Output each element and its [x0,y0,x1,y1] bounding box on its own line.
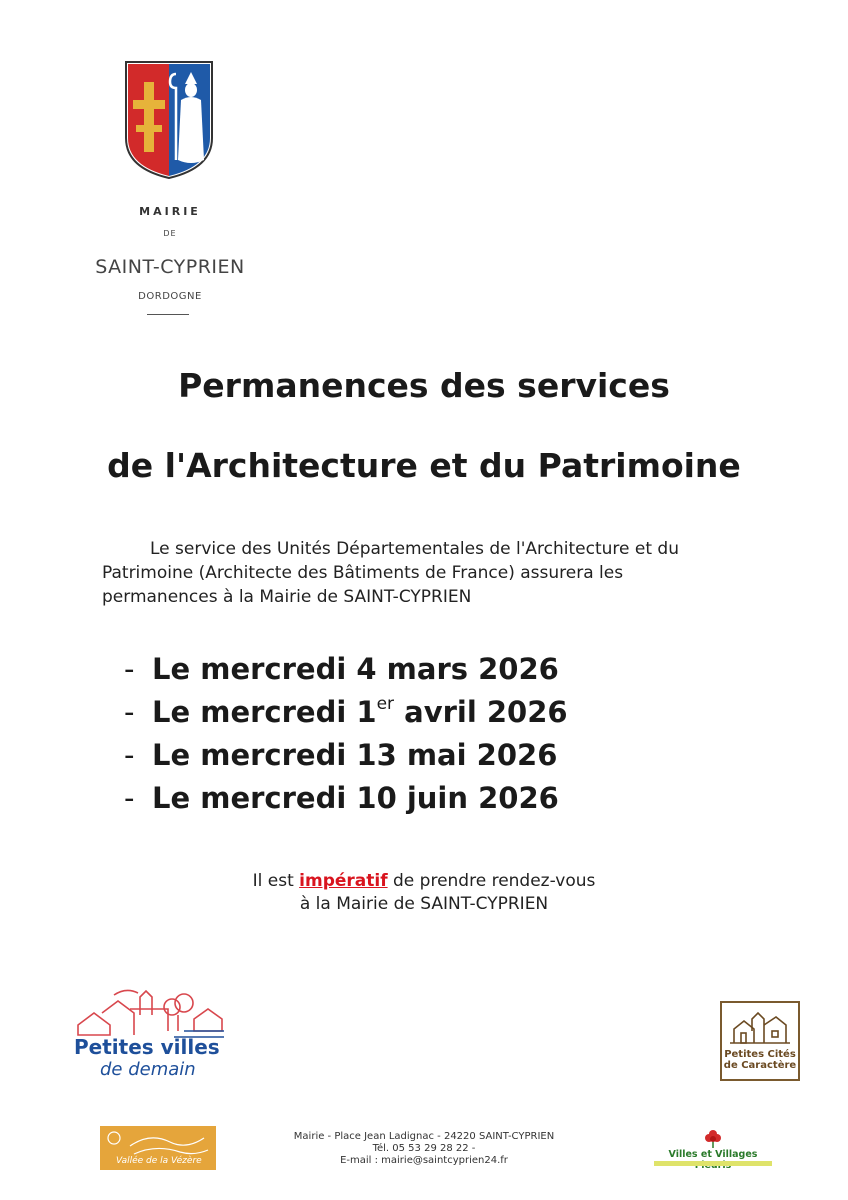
date-item [124,652,724,695]
village-icon [722,1003,798,1047]
dates-list [124,652,724,824]
vvf-banner-bar [654,1161,772,1166]
coat-of-arms-icon [124,60,214,180]
date-text: Le mercredi 4 mars 2026 [152,652,559,686]
mairie-label: MAIRIE [139,205,201,218]
date-item [124,738,724,781]
intro-paragraph [102,537,762,609]
list-dash: - [124,781,135,815]
pvd-subtitle: de demain [100,1059,196,1080]
footer-email: E-mail : mairie@saintcyprien24.fr [340,1155,508,1166]
header-divider [147,314,189,315]
date-item [124,781,724,824]
notice-line2: à la Mairie de SAINT-CYPRIEN [299,894,549,914]
department-name: DORDOGNE [138,291,202,302]
notice-before: Il est [252,871,300,891]
list-dash: - [124,738,135,772]
paragraph-line2: Patrimoine (Architecte des Bâtiments de France) assurera les [102,563,624,583]
de-label: DE [163,229,177,238]
pvd-title: Petites villes [74,1035,220,1059]
pcc-line1: Petites Cités [724,1049,796,1060]
footer-phone: Tél. 05 53 29 28 22 - [372,1143,476,1154]
flower-icon [703,1128,723,1148]
date-text: Le mercredi 1 [152,695,377,729]
date-superscript: er [376,694,395,714]
paragraph-line3: permanences à la Mairie de SAINT-CYPRIEN [102,587,472,607]
date-text: Le mercredi 10 juin 2026 [152,781,559,815]
date-item [124,695,724,738]
date-text-after: avril 2026 [394,695,568,729]
footer-address: Mairie - Place Jean Ladignac - 24220 SAINT-CYPRIEN [293,1131,555,1142]
town-name: SAINT-CYPRIEN [95,256,245,278]
pcc-text [720,1049,800,1071]
date-text: Le mercredi 13 mai 2026 [152,738,558,772]
appointment-notice [0,870,848,916]
notice-emphasis: impératif [299,871,388,891]
list-dash: - [124,695,135,729]
page-title-line1: Permanences des services [178,366,670,405]
list-dash: - [124,652,135,686]
page-title-line2: de l'Architecture et du Patrimoine [107,446,741,485]
vvf-title: Villes et Villages [668,1149,758,1160]
notice-after: de prendre rendez-vous [387,871,596,891]
vezere-label: Vallée de la Vézère [116,1156,202,1166]
paragraph-line1: Le service des Unités Départementales de l'Architecture et du [150,539,679,559]
pcc-line2: de Caractère [723,1060,797,1071]
